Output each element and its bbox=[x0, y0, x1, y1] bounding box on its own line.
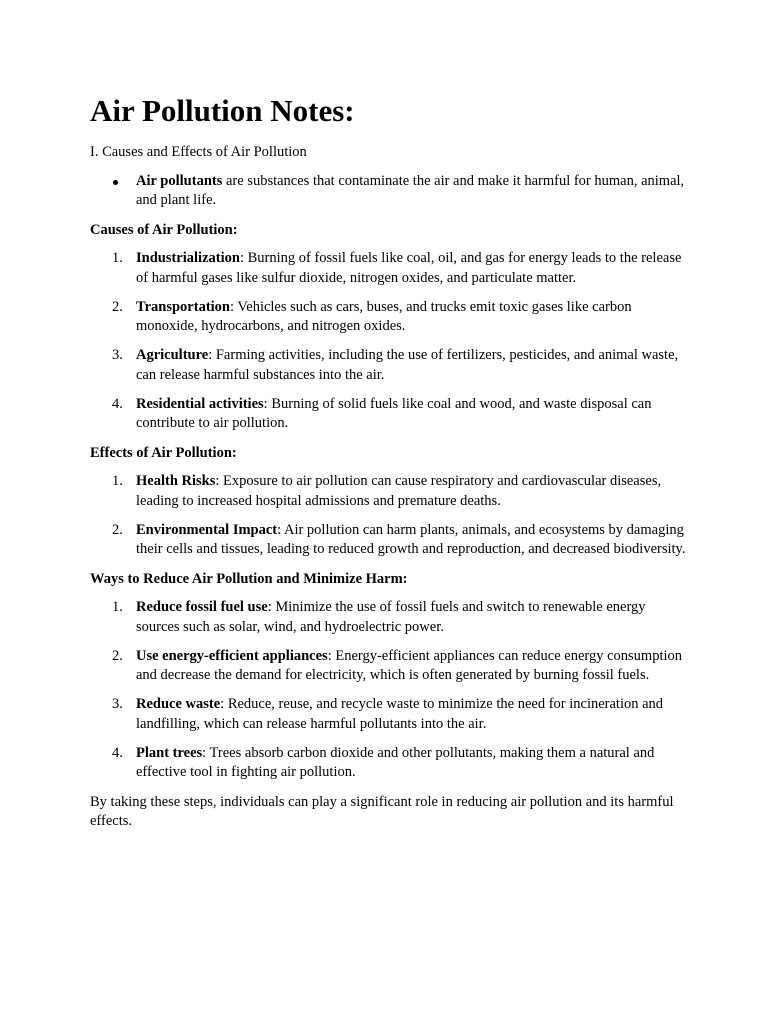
item-term: Health Risks bbox=[136, 473, 216, 489]
item-number: 2. bbox=[112, 298, 123, 315]
list-item bbox=[112, 647, 690, 686]
intro-bullet-list bbox=[90, 172, 690, 211]
item-number: 1. bbox=[112, 473, 123, 489]
causes-heading: Causes of Air Pollution: bbox=[90, 221, 238, 238]
list-item bbox=[112, 249, 690, 288]
item-term: Plant trees bbox=[136, 744, 203, 761]
item-number: 3. bbox=[112, 696, 123, 712]
item-number: 3. bbox=[112, 347, 123, 363]
item-text: : Reduce, reuse, and recycle waste to minimize the need for incineration and landfilling, which can release harmful pollutants into the air. bbox=[136, 696, 664, 732]
item-text: : Farming activities, including the use of fertilizers, pesticides, and animal waste, can release harmful substances into the air. bbox=[136, 347, 679, 383]
item-number: 2. bbox=[112, 647, 123, 664]
bullet-icon bbox=[113, 180, 118, 185]
list-item bbox=[112, 298, 690, 337]
item-number: 1. bbox=[112, 250, 123, 266]
item-term: Reduce fossil fuel use bbox=[136, 599, 268, 615]
effects-heading: Effects of Air Pollution: bbox=[90, 444, 237, 461]
ways-list bbox=[90, 598, 690, 783]
item-text: : Vehicles such as cars, buses, and trucks emit toxic gases like carbon monoxide, hydrocarbons, and nitrogen oxides. bbox=[136, 298, 632, 334]
section-heading: I. Causes and Effects of Air Pollution bbox=[90, 144, 307, 160]
list-item bbox=[136, 172, 690, 211]
item-term: Use energy-efficient appliances bbox=[136, 647, 328, 664]
item-number: 4. bbox=[112, 395, 123, 412]
definition-text: are substances that contaminate the air and make it harmful for human, animal, and plant life. bbox=[136, 172, 685, 208]
item-term: Residential activities bbox=[136, 395, 264, 412]
item-term: Agriculture bbox=[136, 347, 209, 363]
list-item bbox=[112, 346, 690, 385]
list-item bbox=[112, 472, 690, 511]
item-term: Environmental Impact bbox=[136, 521, 278, 538]
effects-list bbox=[90, 472, 690, 560]
item-text: : Minimize the use of fossil fuels and switch to renewable energy sources such as solar, wind, and hydroelectric power. bbox=[136, 599, 646, 635]
item-text: : Energy-efficient appliances can reduce energy consumption and decrease the demand for electricity, which is often generated by burning fossil fuels. bbox=[136, 647, 682, 683]
item-text: : Trees absorb carbon dioxide and other pollutants, making them a natural and effective tool in fighting air pollution. bbox=[136, 744, 655, 780]
list-item bbox=[112, 521, 690, 560]
list-item bbox=[112, 695, 690, 734]
item-text: : Burning of fossil fuels like coal, oil, and gas for energy leads to the release of harmful gases like sulfur dioxide, nitrogen oxides, and particulate matter. bbox=[136, 250, 682, 286]
item-term: Industrialization bbox=[136, 250, 240, 266]
list-item bbox=[112, 395, 690, 434]
list-item bbox=[112, 744, 690, 783]
item-number: 4. bbox=[112, 744, 123, 761]
item-term: Transportation bbox=[136, 298, 230, 315]
causes-list bbox=[90, 249, 690, 434]
ways-heading: Ways to Reduce Air Pollution and Minimize Harm: bbox=[90, 570, 408, 587]
item-text: : Exposure to air pollution can cause respiratory and cardiovascular diseases, leading to increased hospital admissions and premature deaths. bbox=[136, 473, 662, 509]
document-page bbox=[90, 92, 690, 832]
item-term: Reduce waste bbox=[136, 696, 221, 712]
term: Air pollutants bbox=[136, 172, 223, 189]
list-item bbox=[112, 598, 690, 637]
item-number: 2. bbox=[112, 521, 123, 538]
item-text: : Air pollution can harm plants, animals, and ecosystems by damaging their cells and tissues, leading to reduced growth and reproduction, and decreased biodiversity. bbox=[136, 521, 686, 557]
item-number: 1. bbox=[112, 599, 123, 615]
page-title: Air Pollution Notes: bbox=[90, 93, 355, 128]
item-text: : Burning of solid fuels like coal and wood, and waste disposal can contribute to air pollution. bbox=[136, 395, 652, 431]
conclusion-paragraph: By taking these steps, individuals can play a significant role in reducing air pollution and its harmful effects. bbox=[90, 793, 674, 829]
